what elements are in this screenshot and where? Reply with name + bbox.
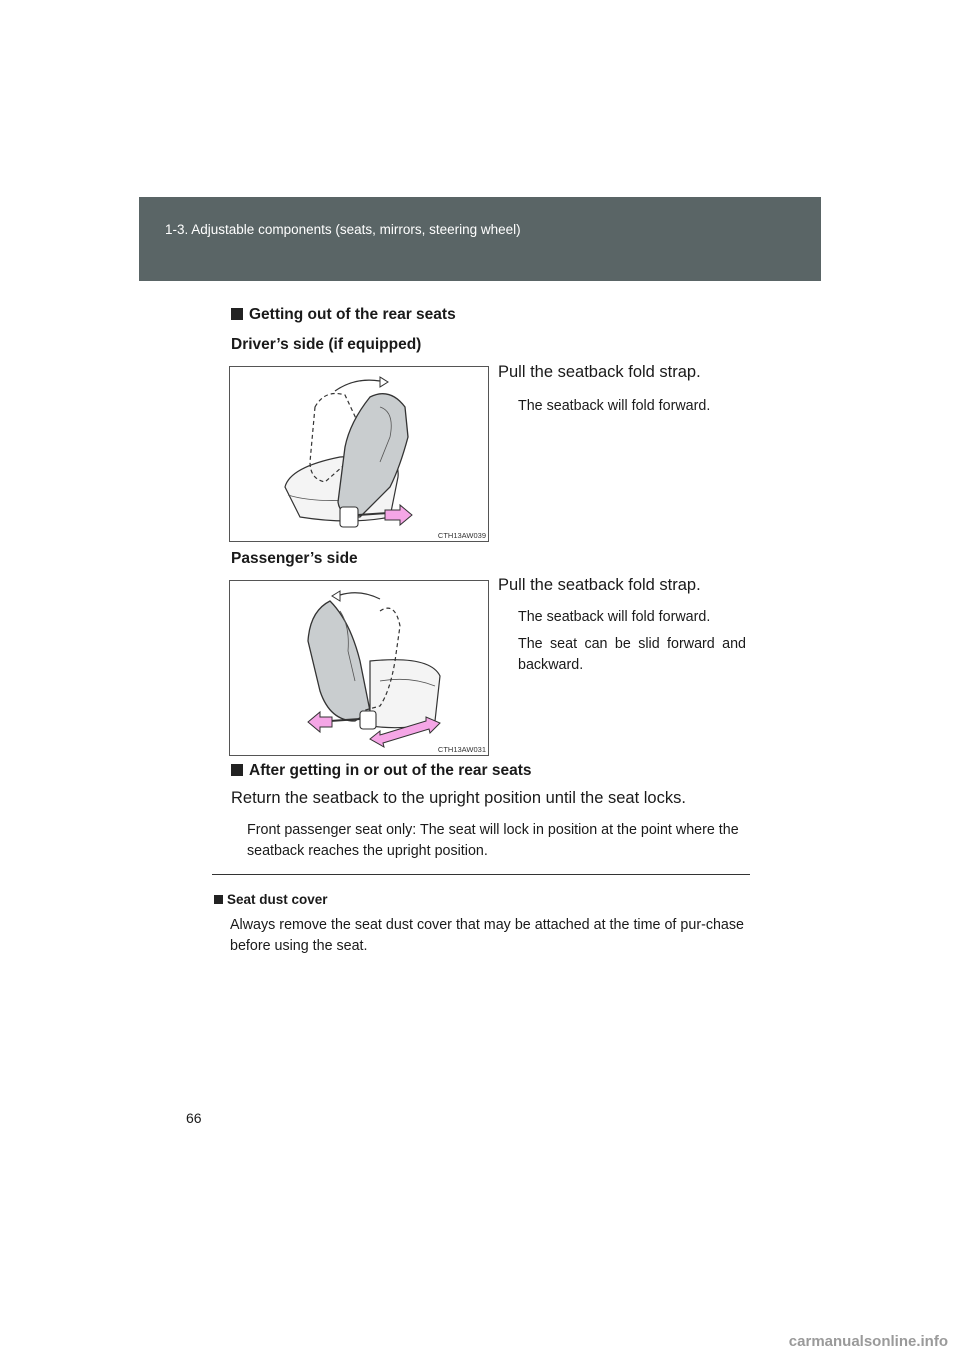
heading-text: Seat dust cover	[227, 892, 328, 907]
seat-fold-drawing	[230, 367, 488, 541]
driver-note: The seatback will fold forward.	[518, 398, 711, 414]
section-title: 1-3. Adjustable components (seats, mirrors, steering wheel)	[165, 222, 521, 237]
driver-seat-illustration	[229, 366, 489, 542]
front-passenger-note: Front passenger seat only: The seat will lock in position at the point where the seatback reaches the upright position.	[247, 822, 739, 859]
seat-dust-cover-heading	[214, 892, 328, 907]
return-instruction: Return the seatback to the upright position until the seat locks.	[231, 789, 686, 807]
square-bullet-icon	[231, 308, 243, 320]
square-bullet-icon	[214, 895, 223, 904]
watermark-footer: carmanualsonline.info	[788, 1333, 948, 1350]
page-number: 66	[186, 1110, 202, 1126]
heading-text: After getting in or out of the rear seats	[249, 762, 532, 779]
driver-side-title: Driver’s side (if equipped)	[231, 336, 422, 353]
seat-dust-cover-text: Always remove the seat dust cover that may be attached at the time of pur-chase before using the seat.	[230, 917, 744, 954]
square-bullet-icon	[231, 764, 243, 776]
passenger-note-slide: The seat can be slid forward and backward.	[518, 636, 746, 673]
figure-code: CTH13AW039	[437, 531, 486, 540]
heading-after-getting	[231, 762, 531, 780]
passenger-side-title: Passenger’s side	[231, 550, 358, 567]
passenger-note-fold: The seatback will fold forward.	[518, 609, 711, 625]
driver-instruction: Pull the seatback fold strap.	[498, 363, 701, 381]
figure-code: CTH13AW031	[437, 745, 486, 754]
heading-getting-out	[231, 306, 456, 324]
divider-rule	[212, 874, 750, 875]
seat-fold-slide-drawing	[230, 581, 488, 755]
section-header-bar	[139, 197, 821, 281]
passenger-instruction: Pull the seatback fold strap.	[498, 576, 701, 594]
passenger-seat-illustration	[229, 580, 489, 756]
heading-text: Getting out of the rear seats	[249, 306, 456, 323]
